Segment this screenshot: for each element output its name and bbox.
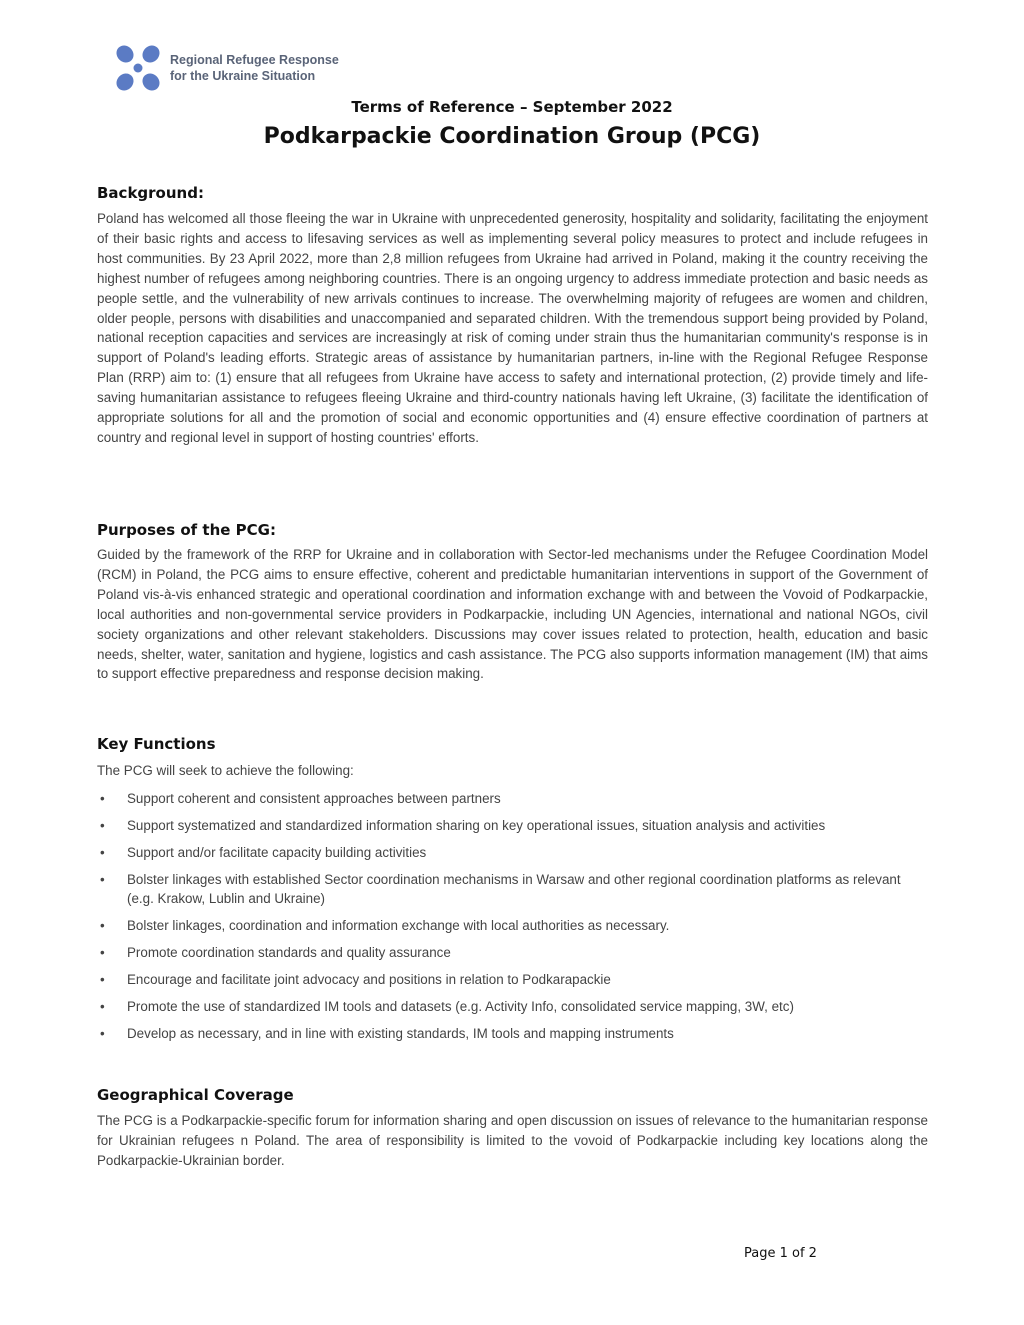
background-heading: Background: — [97, 184, 204, 202]
key-functions-heading: Key Functions — [97, 735, 216, 753]
bullet-icon: • — [100, 918, 105, 933]
list-item — [97, 916, 928, 935]
logo-line-2: for the Ukraine Situation — [170, 69, 316, 83]
key-functions-intro: The PCG will seek to achieve the following: — [97, 763, 354, 778]
bullet-icon: • — [100, 791, 105, 806]
bullet-icon: • — [100, 945, 105, 960]
list-item — [97, 943, 928, 962]
list-item-text: Promote the use of standardized IM tools and datasets (e.g. Activity Info, consolidated service mapping, 3W, etc) — [127, 999, 794, 1014]
purposes-paragraph: Guided by the framework of the RRP for Ukraine and in collaboration with Sector-led mechanisms under the Refugee Coordination Model (RCM) in Poland, the PCG aims to ensure effective, coherent and predictable humanitarian interventions in support of the Government of Poland vis-à-vis enhanced strategic and operational coordination and information exchange with and between the Vovoid of Podkarpackie, local authorities and non-governmental service providers in Podkarpackie, including UN Agencies, international and national NGOs, civil society organizations and other relevant stakeholders. Discussions may cover issues related to protection, health, education and basic needs, shelter, water, sanitation and hygiene, logistics and cash assistance. The PCG also supports information management (IM) that aims to support effective preparedness and response decision making. — [97, 547, 928, 682]
list-item-text: Support and/or facilitate capacity building activities — [127, 845, 427, 860]
list-item — [97, 970, 928, 989]
geographical-coverage-paragraph: The PCG is a Podkarpackie-specific forum for information sharing and open discussion on issues of relevance to the humanitarian response for Ukrainian refugees n Poland. The area of responsibility is limited to the vovoid of Podkarpackie including key locations along the Podkarpackie-Ukrainian border. — [97, 1113, 928, 1168]
list-item — [97, 1024, 928, 1043]
logo-line-1: Regional Refugee Response — [170, 53, 339, 67]
list-item — [97, 789, 928, 808]
bullet-icon: • — [100, 1026, 105, 1041]
list-item — [97, 997, 928, 1016]
purposes-heading: Purposes of the PCG: — [97, 521, 276, 539]
rrr-logo-icon — [112, 42, 164, 94]
geographical-coverage-section — [97, 1111, 928, 1171]
background-section — [97, 209, 928, 448]
list-item-text: Encourage and facilitate joint advocacy and positions in relation to Podkarapackie — [127, 972, 611, 987]
key-functions-section — [97, 761, 928, 1051]
page-number: Page 1 of 2 — [744, 1246, 817, 1261]
key-functions-list — [97, 789, 928, 1043]
rrr-logo-text — [170, 52, 339, 84]
list-item — [97, 870, 928, 908]
bullet-icon: • — [100, 845, 105, 860]
bullet-icon: • — [100, 872, 105, 887]
list-item-text: Support coherent and consistent approaches between partners — [127, 791, 501, 806]
background-paragraph: Poland has welcomed all those fleeing the war in Ukraine with unprecedented generosity, hospitality and solidarity, facilitating the enjoyment of their basic rights and access to lifesaving services as well as implementing several policy measures to protect and include refugees in host communities. By 23 April 2022, more than 2,8 million refugees from Ukraine had arrived in Poland, making it the country receiving the highest number of refugees among neighboring countries. There is an ongoing urgency to address immediate protection and basic needs as people settle, and the vulnerability of new arrivals continues to increase. The overwhelming majority of refugees are women and children, older people, persons with disabilities and unaccompanied and separated children. With the tremendous support being provided by Poland, national reception capacities and services are increasingly at risk of coming under strain thus the humanitarian community's response is in support of Poland's leading efforts. Strategic areas of assistance by humanitarian partners, in-line with the Regional Refugee Response Plan (RRP) aim to: (1) ensure that all refugees from Ukraine have access to safety and international protection, (2) provide timely and life-saving humanitarian assistance to refugees fleeing Ukraine and third-country nationals having left Ukraine, (3) facilitate the identification of appropriate solutions for all and the promotion of social and economic opportunities and (4) ensure effective coordination of partners at country and regional level in support of hosting countries' efforts. — [97, 211, 928, 445]
bullet-icon: • — [100, 818, 105, 833]
document-title: Podkarpackie Coordination Group (PCG) — [263, 124, 761, 149]
list-item-text: Promote coordination standards and quality assurance — [127, 945, 451, 960]
geographical-coverage-heading: Geographical Coverage — [97, 1086, 294, 1104]
rrr-logo — [112, 42, 339, 94]
list-item-text: Support systematized and standardized information sharing on key operational issues, situation analysis and activities — [127, 818, 826, 833]
bullet-icon: • — [100, 972, 105, 987]
list-item-text: Bolster linkages, coordination and information exchange with local authorities as necessary. — [127, 918, 670, 933]
bullet-icon: • — [100, 999, 105, 1014]
list-item — [97, 816, 928, 835]
purposes-section — [97, 545, 928, 684]
list-item-text: Bolster linkages with established Sector coordination mechanisms in Warsaw and other regional coordination platforms as relevant (e.g. Krakow, Lublin and Ukraine) — [127, 872, 901, 906]
list-item — [97, 843, 928, 862]
document-subtitle: Terms of Reference – September 2022 — [351, 98, 673, 116]
list-item-text: Develop as necessary, and in line with existing standards, IM tools and mapping instruments — [127, 1026, 674, 1041]
